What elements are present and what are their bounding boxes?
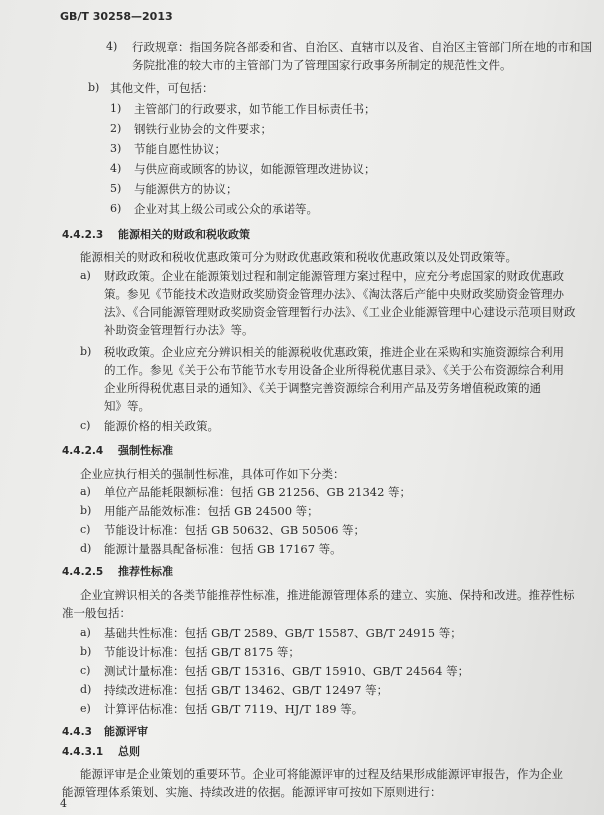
list-marker: 3): [110, 142, 122, 155]
list-item: 用能产品能效标准：包括 GB 24500 等；: [104, 504, 319, 518]
list-item: 基础共性标准：包括 GB/T 2589、GB/T 15587、GB/T 24915 等；: [104, 626, 462, 640]
list-item: 节能自愿性协议；: [134, 142, 226, 156]
list-marker: 4): [106, 40, 118, 53]
list-marker: e): [80, 702, 91, 715]
section-number: 4.4.3.1: [62, 746, 104, 758]
section-number: 4.4.2.4: [62, 445, 104, 457]
list-marker: b): [88, 81, 100, 94]
list-item: 企业对其上级公司或公众的承诺等。: [134, 202, 318, 216]
list-item: 与能源供方的协议；: [134, 182, 238, 196]
paragraph-line: 的工作。参见《关于公布节能节水专用设备企业所得税优惠目录》、《关于公布资源综合利用: [104, 363, 564, 377]
paragraph-line: 准一般包括：: [62, 606, 131, 620]
list-marker: c): [80, 523, 91, 536]
paragraph-line: 补助资金管理暂行办法》等。: [104, 323, 254, 337]
section-number: 4.4.3: [62, 726, 92, 738]
paragraph-line: 策。参见《节能技术改造财政奖励资金管理办法》、《淘汰落后产能中央财政奖励资金管理办: [104, 287, 564, 301]
paragraph-line: 知》等。: [104, 399, 150, 413]
list-marker: 6): [110, 202, 122, 215]
list-item: 主管部门的行政要求，如节能工作目标责任书；: [134, 102, 376, 116]
list-item: 节能设计标准：包括 GB/T 8175 等；: [104, 645, 300, 659]
section-title: 强制性标准: [118, 444, 173, 457]
paragraph-line: 能源评审是企业策划的重要环节。企业可将能源评审的过程及结果形成能源评审报告，作为企业: [80, 767, 563, 781]
list-marker: 4): [110, 162, 122, 175]
section-title: 能源评审: [104, 725, 148, 738]
section-number: 4.4.2.5: [62, 566, 104, 578]
paragraph-line: 企业所得税优惠目录的通知》、《关于调整完善资源综合利用产品及劳务增值税政策的通: [104, 381, 541, 395]
list-item: 钢铁行业协会的文件要求；: [134, 122, 272, 136]
list-label: 其他文件，可包括：: [110, 81, 214, 95]
list-marker: b): [80, 345, 92, 358]
paragraph-line: 务院批准的较大市的主管部门为了管理国家行政事务所制定的规范性文件。: [132, 58, 512, 72]
list-marker: a): [80, 626, 91, 639]
paragraph-line: 法》、《合同能源管理财政奖励资金管理暂行办法》、《工业企业能源管理中心建设示范项目财政: [104, 305, 576, 319]
list-item: 持续改进标准：包括 GB/T 13462、GB/T 12497 等；: [104, 683, 389, 697]
list-item: 测试计量标准：包括 GB/T 15316、GB/T 15910、GB/T 24564 等；: [104, 664, 470, 678]
paragraph-line: 能源价格的相关政策。: [104, 419, 219, 433]
paragraph-line: 财政政策。企业在能源策划过程和制定能源管理方案过程中，应充分考虑国家的财政优惠政: [104, 269, 564, 283]
list-marker: 1): [110, 102, 122, 115]
list-marker: 2): [110, 122, 122, 135]
list-item: 单位产品能耗限额标准：包括 GB 21256、GB 21342 等；: [104, 485, 412, 499]
paragraph-line: 税收政策。企业应充分辨识相关的能源税收优惠政策，推进企业在采购和实施资源综合利用: [104, 345, 564, 359]
page-number: 4: [60, 797, 67, 810]
list-marker: b): [80, 645, 92, 658]
standard-number: GB/T 30258—2013: [60, 10, 173, 23]
list-marker: 5): [110, 182, 122, 195]
section-title: 总则: [118, 745, 140, 758]
list-marker: a): [80, 269, 91, 282]
paragraph-line: 企业宜辨识相关的各类节能推荐性标准，推进能源管理体系的建立、实施、保持和改进。推荐性标: [80, 588, 575, 602]
paragraph-line: 企业应执行相关的强制性标准，具体可作如下分类：: [80, 467, 345, 481]
list-item: 节能设计标准：包括 GB 50632、GB 50506 等；: [104, 523, 366, 537]
list-marker: a): [80, 485, 91, 498]
paragraph-line: 行政规章：指国务院各部委和省、自治区、直辖市以及省、自治区主管部门所在地的市和国: [132, 40, 592, 54]
list-marker: d): [80, 683, 92, 696]
section-title: 能源相关的财政和税收政策: [118, 228, 250, 241]
list-item: 计算评估标准：包括 GB/T 7119、HJ/T 189 等。: [104, 702, 364, 716]
list-item: 与供应商或顾客的协议，如能源管理改进协议；: [134, 162, 376, 176]
paragraph-line: 能源管理体系策划、实施、持续改进的依据。能源评审可按如下原则进行：: [62, 785, 442, 799]
list-marker: c): [80, 664, 91, 677]
list-item: 能源计量器具配备标准：包括 GB 17167 等。: [104, 542, 342, 556]
section-title: 推荐性标准: [118, 565, 173, 578]
section-number: 4.4.2.3: [62, 229, 104, 241]
list-marker: c): [80, 419, 91, 432]
list-marker: b): [80, 504, 92, 517]
paragraph-line: 能源相关的财政和税收优惠政策可分为财政优惠政策和税收优惠政策以及处罚政策等。: [80, 250, 517, 264]
list-marker: d): [80, 542, 92, 555]
